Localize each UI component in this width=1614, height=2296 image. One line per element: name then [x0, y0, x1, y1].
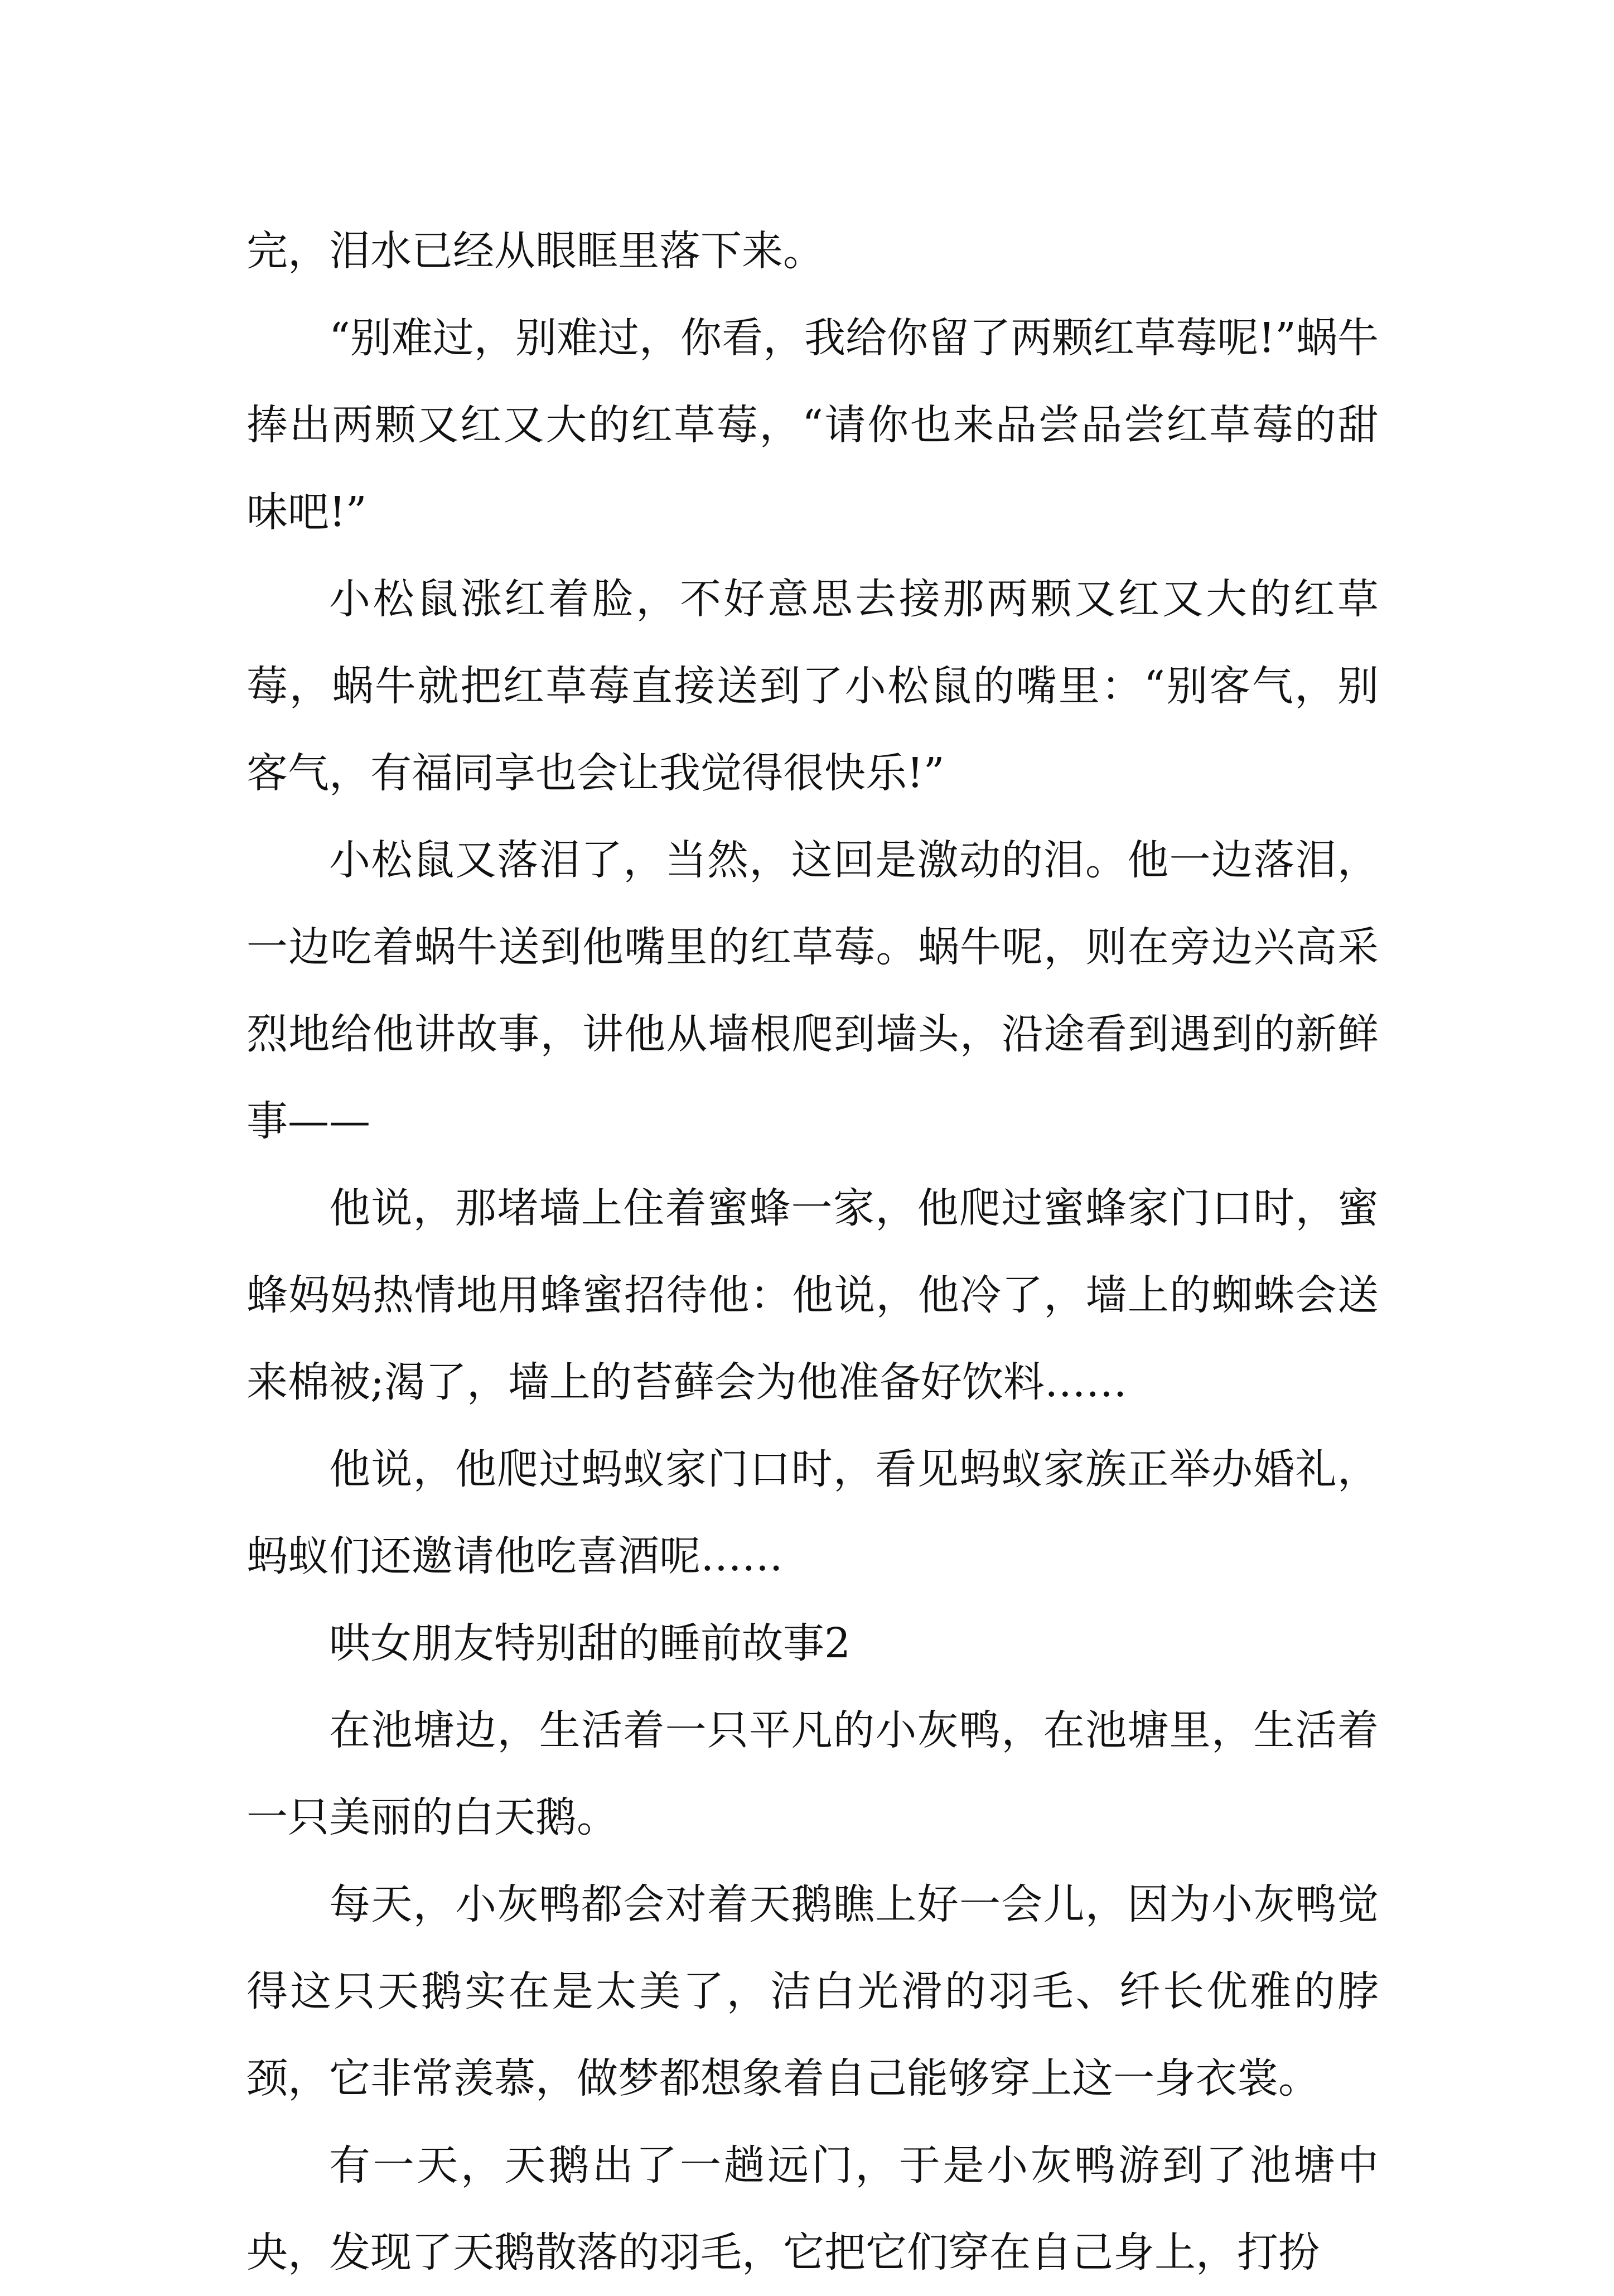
paragraph-9: 有一天，天鹅出了一趟远门，于是小灰鸭游到了池塘中央，发现了天鹅散落的羽毛，它把它们穿在自己身上，打扮 — [247, 2141, 1379, 2276]
paragraph-7: 在池塘边，生活着一只平凡的小灰鸭，在池塘里，生活着一只美丽的白天鹅。 — [247, 1706, 1379, 1841]
paragraph-3: 小松鼠涨红着脸，不好意思去接那两颗又红又大的红草莓，蜗牛就把红草莓直接送到了小松鼠的嘴里：“别客气，别客气，有福同享也会让我觉得很快乐!” — [247, 575, 1379, 797]
story-heading: 哄女朋友特别甜的睡前故事2 — [329, 1619, 851, 1667]
document-body — [247, 208, 1379, 2296]
paragraph-5: 他说，那堵墙上住着蜜蜂一家，他爬过蜜蜂家门口时，蜜蜂妈妈热情地用蜂蜜招待他：他说，他冷了，墙上的蜘蛛会送来棉被;渴了，墙上的苔藓会为他准备好饮料…… — [247, 1184, 1379, 1406]
paragraph-6: 他说，他爬过蚂蚁家门口时，看见蚂蚁家族正举办婚礼，蚂蚁们还邀请他吃喜酒呢…… — [247, 1445, 1379, 1580]
paragraph-1: 完，泪水已经从眼眶里落下来。 — [247, 227, 824, 275]
paragraph-8: 每天，小灰鸭都会对着天鹅瞧上好一会儿，因为小灰鸭觉得这只天鹅实在是太美了，洁白光滑的羽毛、纤长优雅的脖颈，它非常羡慕，做梦都想象着自己能够穿上这一身衣裳。 — [247, 1880, 1379, 2102]
paragraph-2: “别难过，别难过，你看，我给你留了两颗红草莓呢!”蜗牛捧出两颗又红又大的红草莓，“请你也来品尝品尝红草莓的甜味吧!” — [247, 314, 1379, 536]
paragraph-4: 小松鼠又落泪了，当然，这回是激动的泪。他一边落泪，一边吃着蜗牛送到他嘴里的红草莓。蜗牛呢，则在旁边兴高采烈地给他讲故事，讲他从墙根爬到墙头，沿途看到遇到的新鲜事—— — [247, 836, 1379, 1145]
